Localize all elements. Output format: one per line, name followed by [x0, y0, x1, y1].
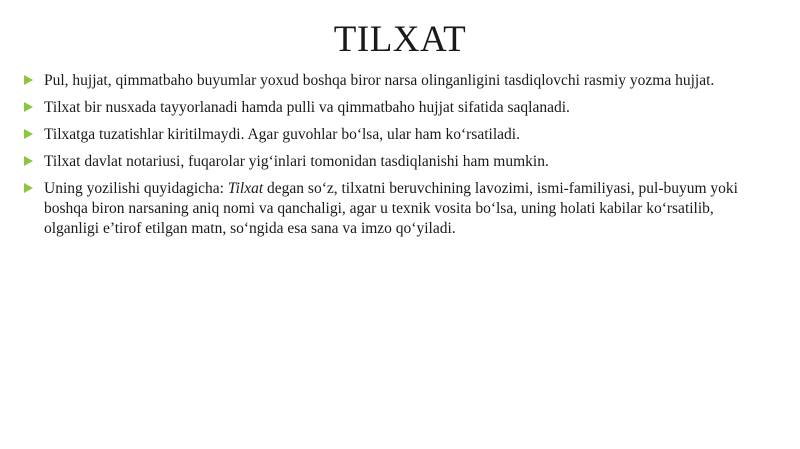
triangle-bullet-icon — [24, 102, 33, 112]
bullet-text: Tilxatga tuzatishlar kiritilmaydi. Agar guvohlar bo‘lsa, ular ham ko‘rsatiladi. — [44, 126, 520, 143]
triangle-bullet-icon — [24, 156, 33, 166]
bullet-text-suffix: degan so‘z, tilxatni beruvchining lavozimi, ismi-familiyasi, pul-buyum yoki boshqa biron narsaning aniq nomi va qanchaligi, agar u texnik vosita bo‘lsa, uning holati kabilar ko‘rsatilib, olganligi e’tirof etilgan matn, so‘ngida esa sana va imzo qo‘yiladi. — [44, 180, 738, 237]
triangle-bullet-icon — [24, 183, 33, 193]
bullet-item — [24, 179, 769, 239]
triangle-bullet-icon — [24, 75, 33, 85]
bullet-item — [24, 125, 769, 145]
bullet-item — [24, 152, 769, 172]
bullet-item — [24, 71, 769, 91]
slide-title: TILXAT — [333, 19, 467, 60]
triangle-bullet-icon — [24, 129, 33, 139]
bullet-list — [24, 71, 769, 246]
bullet-text-prefix: Uning yozilishi quyidagicha: — [44, 180, 228, 197]
bullet-text-emphasis: Tilxat — [227, 180, 264, 197]
bullet-text: Pul, hujjat, qimmatbaho buyumlar yoxud boshqa biror narsa olinganligini tasdiqlovchi rasmiy yozma hujjat. — [44, 72, 715, 89]
bullet-text: Tilxat bir nusxada tayyorlanadi hamda pulli va qimmatbaho hujjat sifatida saqlanadi. — [44, 99, 570, 116]
bullet-text: Tilxat davlat notariusi, fuqarolar yig‘inlari tomonidan tasdiqlanishi ham mumkin. — [44, 153, 549, 170]
bullet-item — [24, 98, 769, 118]
